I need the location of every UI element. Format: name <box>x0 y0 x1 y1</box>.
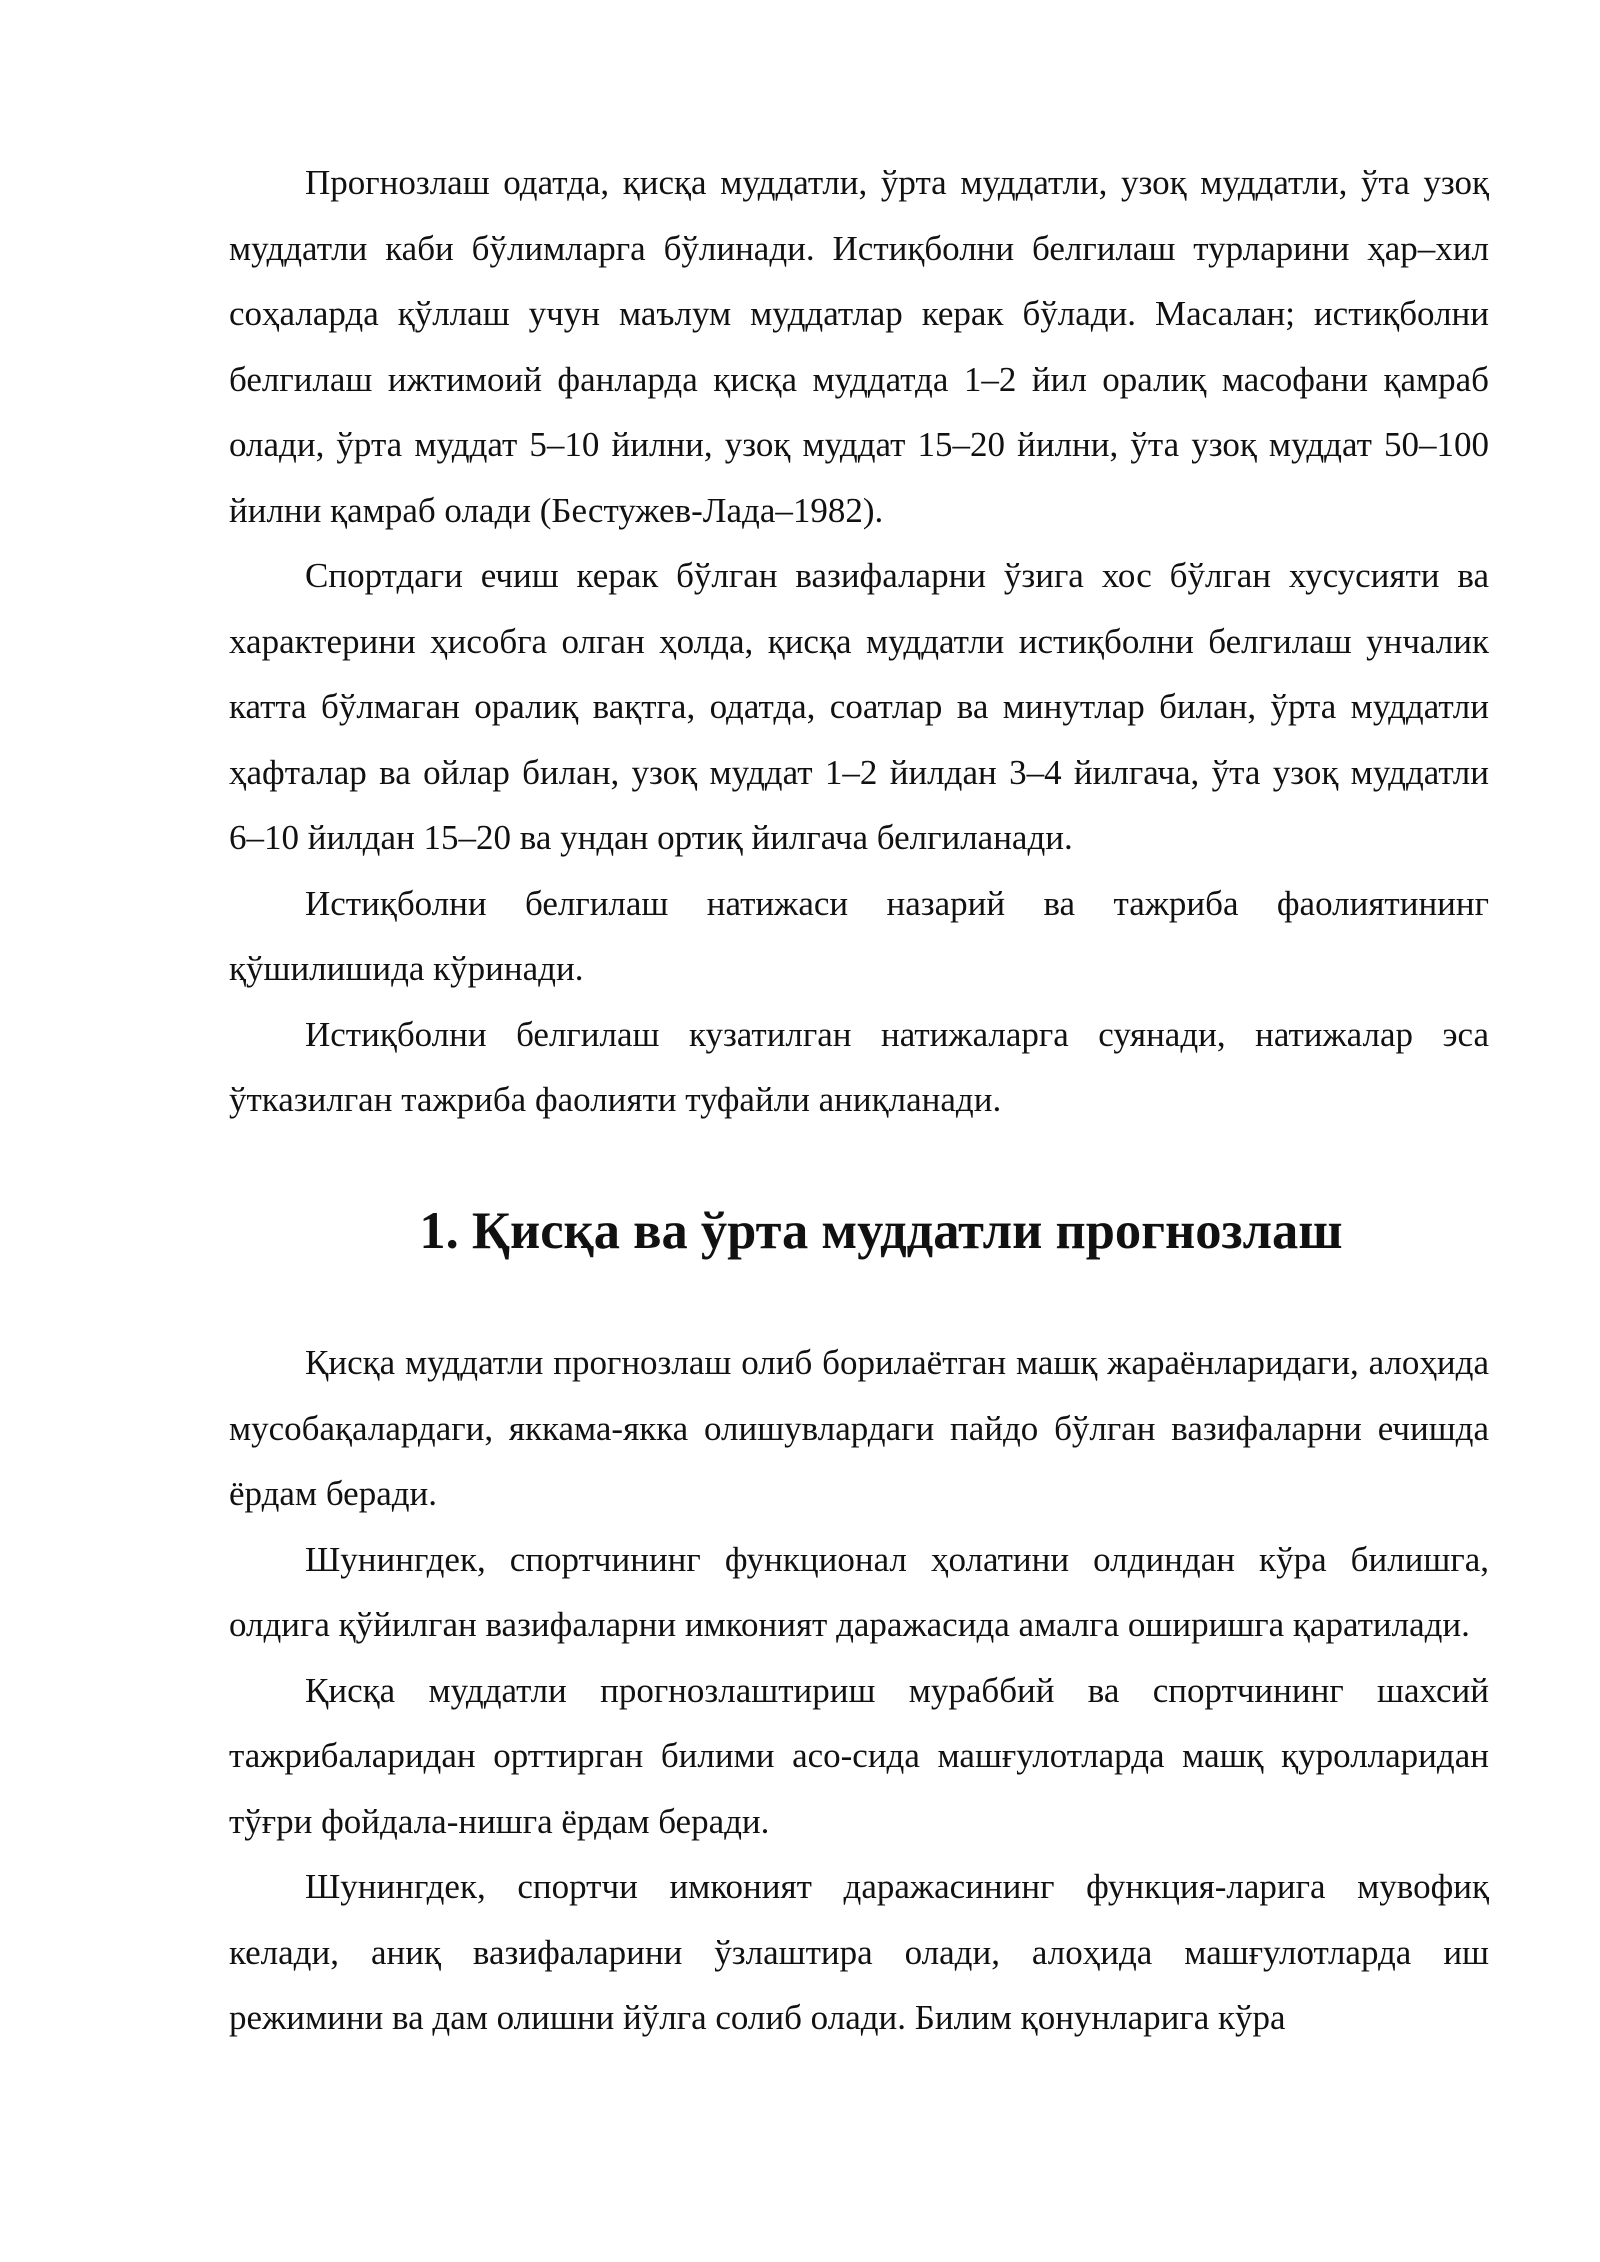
paragraph-athlete-capacity: Шунингдек, спортчи имконият даражасининг функция-ларига мувофиқ келади, аниқ вазифаларини ўзлаштира олади, алоҳида машғулотларда иш режимини ва дам олишни йўлга солиб олади. Билим қонунларига кўра <box>229 1867 1489 2037</box>
paragraph-forecast-basis: Истиқболни белгилаш кузатилган натижаларга суянади, натижалар эса ўтказилган тажриба фаолияти туфайли аниқланади. <box>229 1014 1489 1119</box>
paragraph-forecast-types: Прогнозлаш одатда, қисқа муддатли, ўрта муддатли, узоқ муддатли, ўта узоқ муддатли каби бўлимларга бўлинади. Истиқболни белгилаш турларини ҳар–хил соҳаларда қўллаш учун маълум муддатлар керак бўлади. Масалан; истиқболни белгилаш ижтимоий фанларда қисқа муддатда 1–2 йил оралиқ масофани қамраб олади, ўрта муддат 5–10 йилни, узоқ муддат 15–20 йилни, ўта узоқ муддат 50–100 йилни қамраб олади (Бестужев-Лада–1982). <box>229 163 1489 530</box>
paragraph-coach-experience: Қисқа муддатли прогнозлаштириш мураббий ва спортчининг шахсий тажрибаларидан орттирган билими асо-сида машғулотларда машқ қуролларидан тўғри фойдала-нишга ёрдам беради. <box>229 1670 1489 1841</box>
paragraph-forecast-result: Истиқболни белгилаш натижаси назарий ва тажриба фаолиятининг қўшилишида кўринади. <box>229 883 1489 988</box>
paragraph-functional-state: Шунингдек, спортчининг функционал ҳолатини олдиндан кўра билишга, олдига қўйилган вазифаларни имконият даражасида амалга оширишга қаратилади. <box>229 1539 1489 1644</box>
paragraph-sport-forecast-periods: Спортдаги ечиш керак бўлган вазифаларни ўзига хос бўлган хусусияти ва характерини ҳисобга олган ҳолда, қисқа муддатли истиқболни белгилаш унчалик катта бўлмаган оралиқ вақтга, одатда, соатлар ва минутлар билан, ўрта муддатли ҳафталар ва ойлар билан, узоқ муддат 1–2 йилдан 3–4 йилгача, ўта узоқ муддатли 6–10 йилдан 15–20 ва ундан ортиқ йилгача белгиланади. <box>229 556 1489 857</box>
section-heading: 1. Қисқа ва ўрта муддатли прогнозлаш <box>419 1201 1343 1260</box>
section-heading-container <box>229 1133 1489 1331</box>
document-page <box>229 150 1489 2051</box>
paragraph-short-term-forecast: Қисқа муддатли прогнозлаш олиб борилаётган машқ жараёнларидаги, алоҳида мусобақалардаги, яккама-якка олишувлардаги пайдо бўлган вазифаларни ечишда ёрдам беради. <box>229 1343 1489 1513</box>
